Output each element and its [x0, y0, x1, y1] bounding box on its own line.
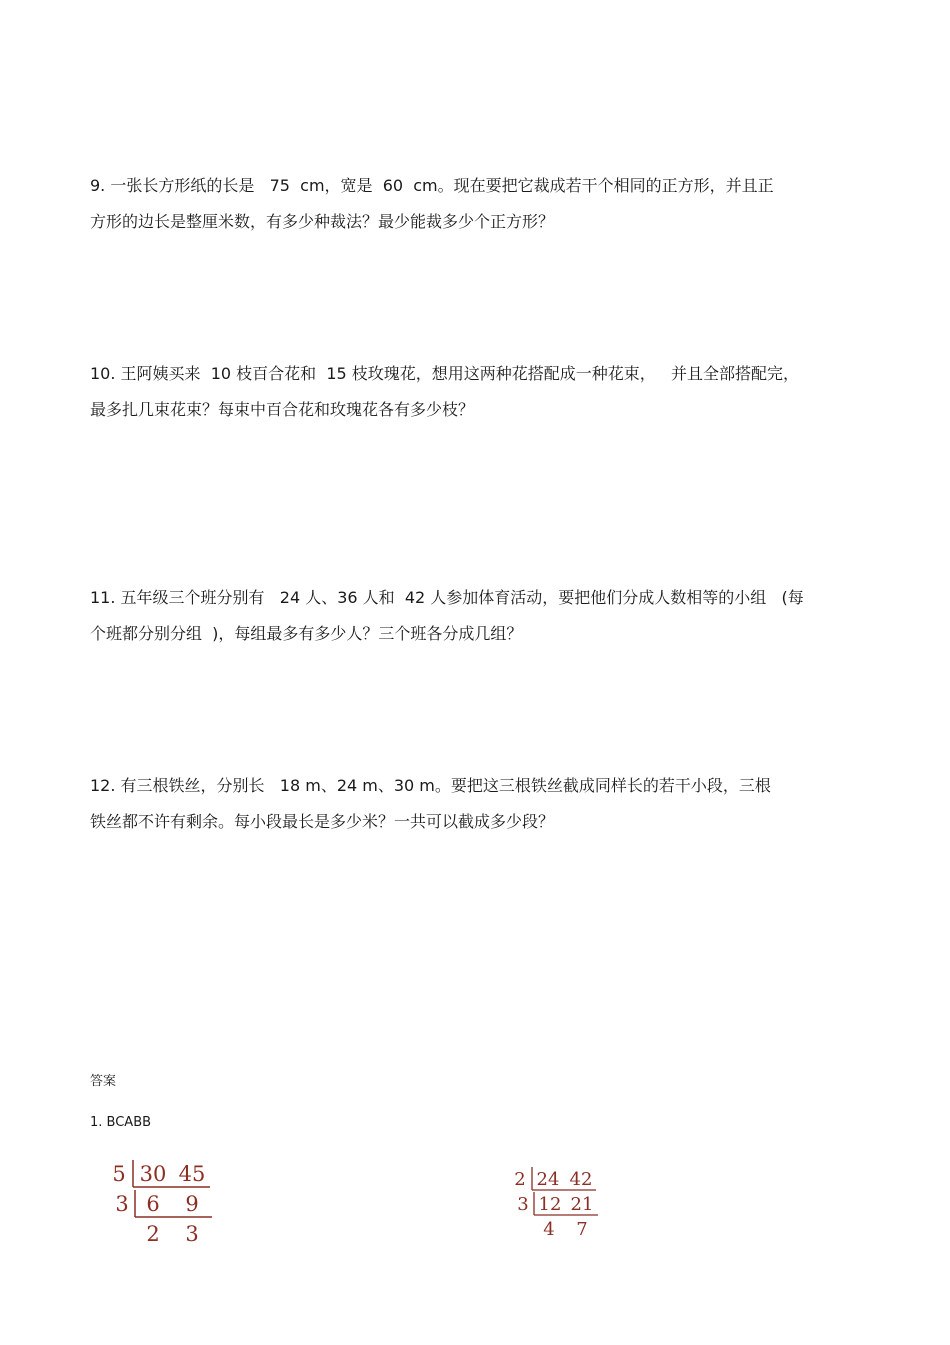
- question-11-line-1: 11. 五年级三个班分别有 24 人、36 人和 42 人参加体育活动，要把他们分成人数相等的小组 (每: [90, 588, 804, 607]
- answers-heading: 答案: [90, 1074, 117, 1089]
- result-cell: 7: [576, 1219, 588, 1240]
- answer-1: 1. BCABB: [90, 1115, 152, 1130]
- quotient-cell: 9: [185, 1192, 199, 1216]
- question-9-line-2: 方形的边长是整厘米数，有多少种裁法？最少能裁多少个正方形？: [90, 212, 555, 231]
- dividend-cell: 42: [569, 1169, 593, 1190]
- quotient-cell: 21: [570, 1194, 594, 1215]
- dividend-cell: 24: [536, 1169, 560, 1190]
- question-10-line-2: 最多扎几束花束？每束中百合花和玫瑰花各有多少枝？: [90, 400, 475, 419]
- dividend-cell: 45: [178, 1162, 206, 1186]
- short-division-diagram-1: [105, 1155, 225, 1254]
- question-10-line-1: 10. 王阿姨买来 10 枝百合花和 15 枝玫瑰花，想用这两种花搭配成一种花束， 并且全部搭配完，: [90, 364, 800, 383]
- quotient-cell: 12: [538, 1194, 562, 1215]
- result-cell: 4: [543, 1219, 555, 1240]
- quotient-cell: 6: [146, 1192, 160, 1216]
- question-11-line-2: 个班都分别分组 )，每组最多有多少人？三个班各分成几组？: [90, 624, 523, 643]
- question-10: [90, 356, 880, 428]
- result-cell: 3: [185, 1222, 199, 1246]
- short-division-diagram-2: [510, 1162, 610, 1246]
- question-12: [90, 768, 880, 840]
- divisor: 5: [112, 1162, 126, 1186]
- dividend-cell: 30: [139, 1162, 167, 1186]
- divisor: 3: [115, 1192, 129, 1216]
- result-cell: 2: [146, 1222, 160, 1246]
- divisor: 3: [517, 1194, 529, 1215]
- divisor: 2: [514, 1169, 526, 1190]
- question-9: [90, 168, 880, 240]
- question-12-line-2: 铁丝都不许有剩余。每小段最长是多少米？一共可以截成多少段？: [90, 812, 555, 831]
- question-9-line-1: 9. 一张长方形纸的长是 75 cm，宽是 60 cm。现在要把它裁成若干个相同的正方形，并且正: [90, 176, 774, 195]
- question-11: [90, 580, 880, 652]
- question-12-line-1: 12. 有三根铁丝，分别长 18 m、24 m、30 m。要把这三根铁丝截成同样长的若干小段，三根: [90, 776, 771, 795]
